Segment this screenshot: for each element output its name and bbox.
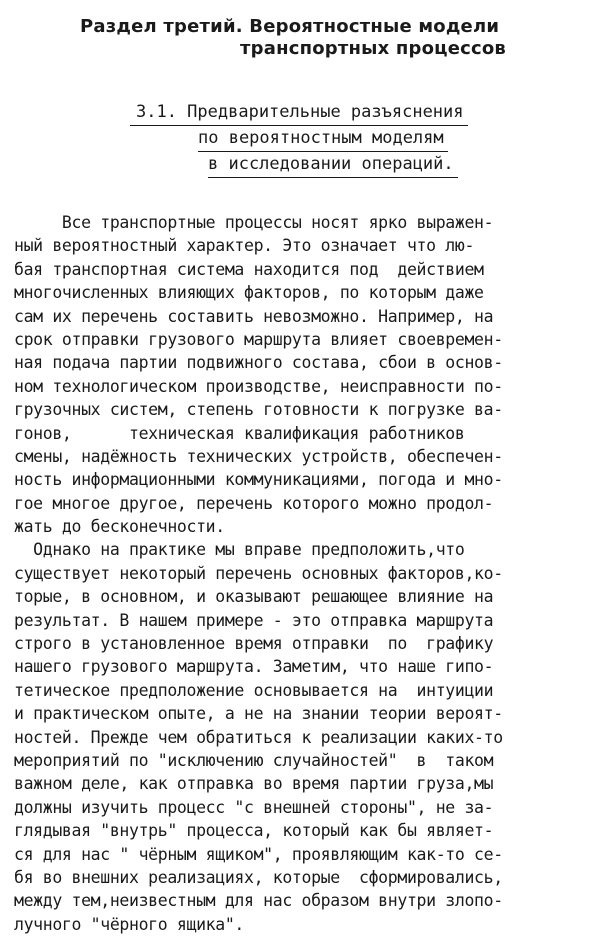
text-line: многочисленных влияющих факторов, по которым даже [14,283,484,303]
text-line: бя во внешних реализациях, которые сформировались, [14,867,503,887]
text-line: Все транспортные процессы носят ярко выражен- [14,213,494,232]
text-line: результат. В нашем примере - это отправка маршрута [14,610,494,630]
text-line: глядывая "внутрь" процесса, который как бы являет- [14,821,494,841]
text-line: ностей. Прежде чем обратиться к реализации каких-то [14,727,503,747]
text-line: должны изучить процесс "с внешней стороны", не за- [14,797,494,817]
text-line: жать до бесконечности. [14,517,225,537]
text-line: нашего грузового маршрута. Заметим, что наше гипо- [14,657,494,677]
part-title [60,16,580,60]
text-line: и практическом опыте, а не на знании теории вероят- [14,704,503,724]
text-line: существует некоторый перечень основных факторов,ко- [14,563,503,583]
text-line: смены, надёжность технических устройств, обеспечен- [14,446,503,466]
section-title [130,100,550,178]
text-line: бая транспортная система находится под действием [14,259,484,279]
text-line: ном технологическом производстве, неисправности по- [14,376,503,396]
text-line: ность информационными коммуникациями, погода и мно- [14,470,503,490]
section-title-line-1: 3.1. Предварительные разъяснения [130,100,468,126]
text-line: тетическое предположение основывается на интуиции [14,680,494,700]
text-line: гое многое другое, перечень которого можно продол- [14,493,494,513]
section-title-line-3: в исследовании операций. [208,152,458,178]
text-line: сам их перечень составить невозможно. Например, на [14,306,494,326]
text-line: срок отправки грузового маршрута влияет своевремен- [14,329,503,349]
text-line: строго в установленное время отправки по графику [14,634,494,654]
text-line: гонов, техническая квалификация работников [14,423,465,443]
section-title-line-2: по вероятностным моделям [198,126,448,152]
text-line: мероприятий по "исключению случайностей" в таком [14,750,494,770]
text-line: лучного "чёрного ящика". [14,914,245,934]
text-line: ся для нас " чёрным ящиком", проявляющим как-то се- [14,844,503,864]
text-line: важном деле, как отправка во время партии груза,мы [14,774,494,794]
text-line: грузочных систем, степень готовности к погрузке ва- [14,400,503,420]
text-line: ная подача партии подвижного состава, сбои в основ- [14,353,503,373]
text-line: Однако на практике мы вправе предположить,что [14,540,465,560]
text-line: ный вероятностный характер. Это означает что лю- [14,236,475,256]
text-line: торые, в основном, и оказывают решающее влияние на [14,587,494,607]
text-line: между тем,неизвестным для нас образом внутри злопо- [14,891,503,911]
part-title-line-2: транспортных процессов [240,38,507,59]
part-title-line-1: Раздел третий. Вероятностные модели [80,16,500,37]
body-text [14,211,594,936]
